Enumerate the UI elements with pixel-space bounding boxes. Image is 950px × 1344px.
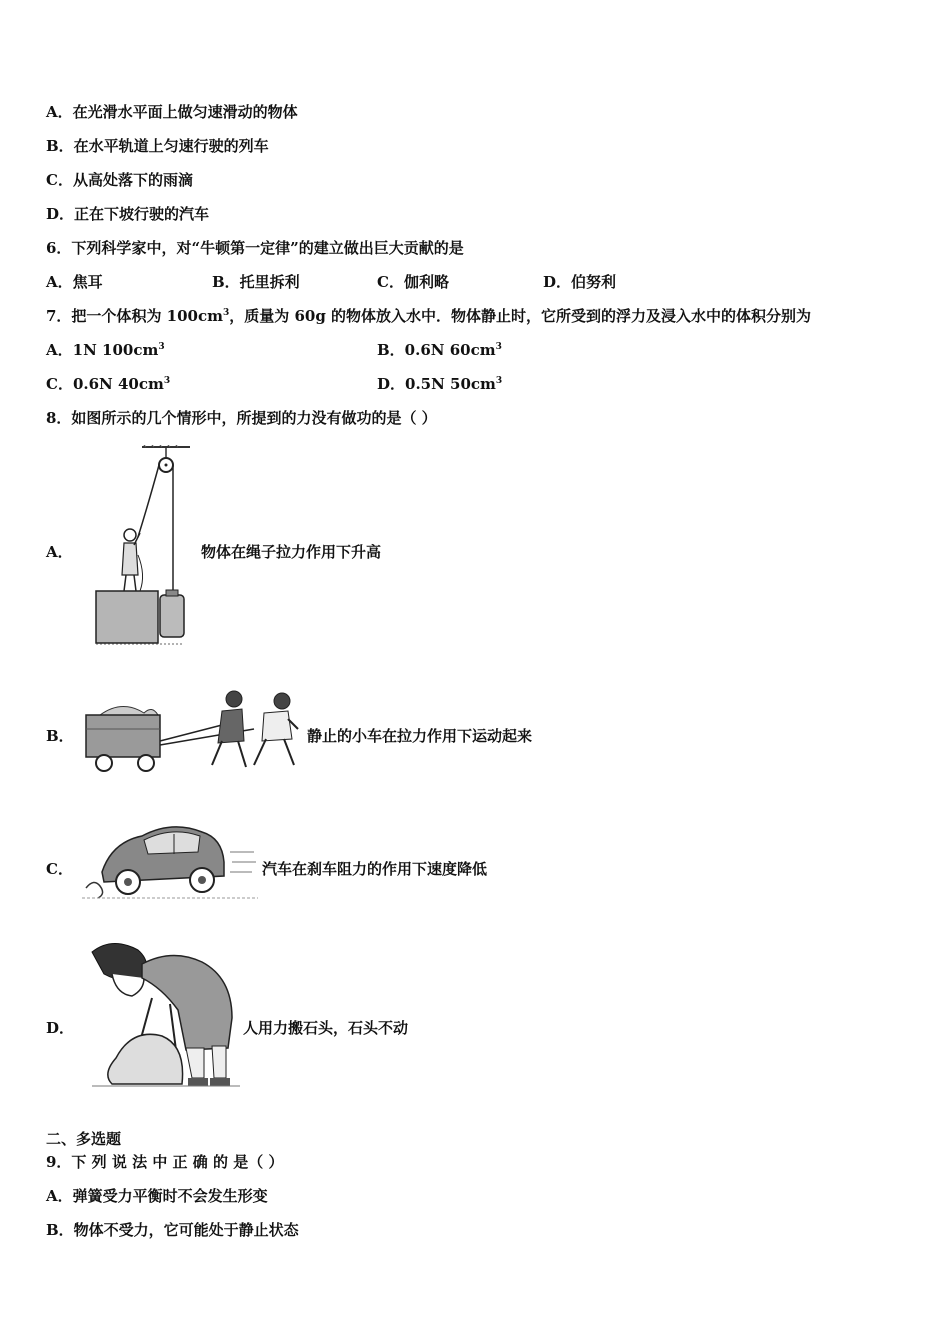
q7-stem-sup: 3 <box>222 308 230 318</box>
q9-option-a: A．弹簧受力平衡时不会发生形变 <box>46 1187 268 1205</box>
q7-stem-pre: 7．把一个体积为 100cm <box>46 307 223 325</box>
q8-stem: 8．如图所示的几个情形中，所提到的力没有做功的是（ ） <box>46 409 437 427</box>
q8-option-c-caption: 汽车在刹车阻力的作用下速度降低 <box>262 860 488 878</box>
q7-option-d-text: D．0.5N 50cm <box>377 375 496 393</box>
q7-option-a-sup: 3 <box>158 342 165 352</box>
q8-option-c-label: C． <box>46 860 73 878</box>
pulley-figure <box>90 445 200 650</box>
q5-option-d: D．正在下坡行驶的汽车 <box>46 205 210 223</box>
q7-stem <box>46 306 811 326</box>
q5-option-c: C．从高处落下的雨滴 <box>46 171 193 189</box>
q7-option-d-sup: 3 <box>495 376 503 386</box>
q7-option-c-sup: 3 <box>163 376 171 386</box>
q8-option-a-caption: 物体在绳子拉力作用下升高 <box>201 543 382 561</box>
q6-option-d: D．伯努利 <box>543 273 617 291</box>
q7-option-a <box>46 340 165 360</box>
q8-option-a-label: A． <box>46 543 73 561</box>
q5-option-a: A．在光滑水平面上做匀速滑动的物体 <box>46 103 298 121</box>
q9-stem: 9．下 列 说 法 中 正 确 的 是（ ） <box>46 1153 284 1171</box>
q7-option-d <box>377 374 502 394</box>
q7-option-b <box>377 340 502 360</box>
q7-option-c-text: C．0.6N 40cm <box>46 375 164 393</box>
q6-option-a: A．焦耳 <box>46 273 103 291</box>
braking-car-figure <box>82 812 258 904</box>
q8-option-b-label: B． <box>46 727 74 745</box>
q6-stem: 6．下列科学家中，对“牛顿第一定律”的建立做出巨大贡献的是 <box>46 239 464 257</box>
section-multiple-choice-title: 二、多选题 <box>46 1130 122 1148</box>
q8-option-d-label: D． <box>46 1019 75 1037</box>
q7-stem-post: ，质量为 60g 的物体放入水中．物体静止时，它所受到的浮力及浸入水中的体积分别为 <box>229 307 812 325</box>
q7-option-b-sup: 3 <box>495 342 502 352</box>
q6-option-c: C．伽利略 <box>377 273 449 291</box>
lifting-stone-figure <box>82 938 242 1092</box>
q7-option-c <box>46 374 170 394</box>
q6-option-b: B．托里拆利 <box>212 273 300 291</box>
cart-pull-figure <box>82 685 304 777</box>
q8-option-d-caption: 人用力搬石头，石头不动 <box>243 1019 409 1037</box>
q7-option-b-text: B．0.6N 60cm <box>377 341 496 359</box>
q7-option-a-text: A．1N 100cm <box>46 341 159 359</box>
q8-option-b-caption: 静止的小车在拉力作用下运动起来 <box>307 727 533 745</box>
q5-option-b: B．在水平轨道上匀速行驶的列车 <box>46 137 269 155</box>
q9-option-b: B．物体不受力，它可能处于静止状态 <box>46 1221 299 1239</box>
